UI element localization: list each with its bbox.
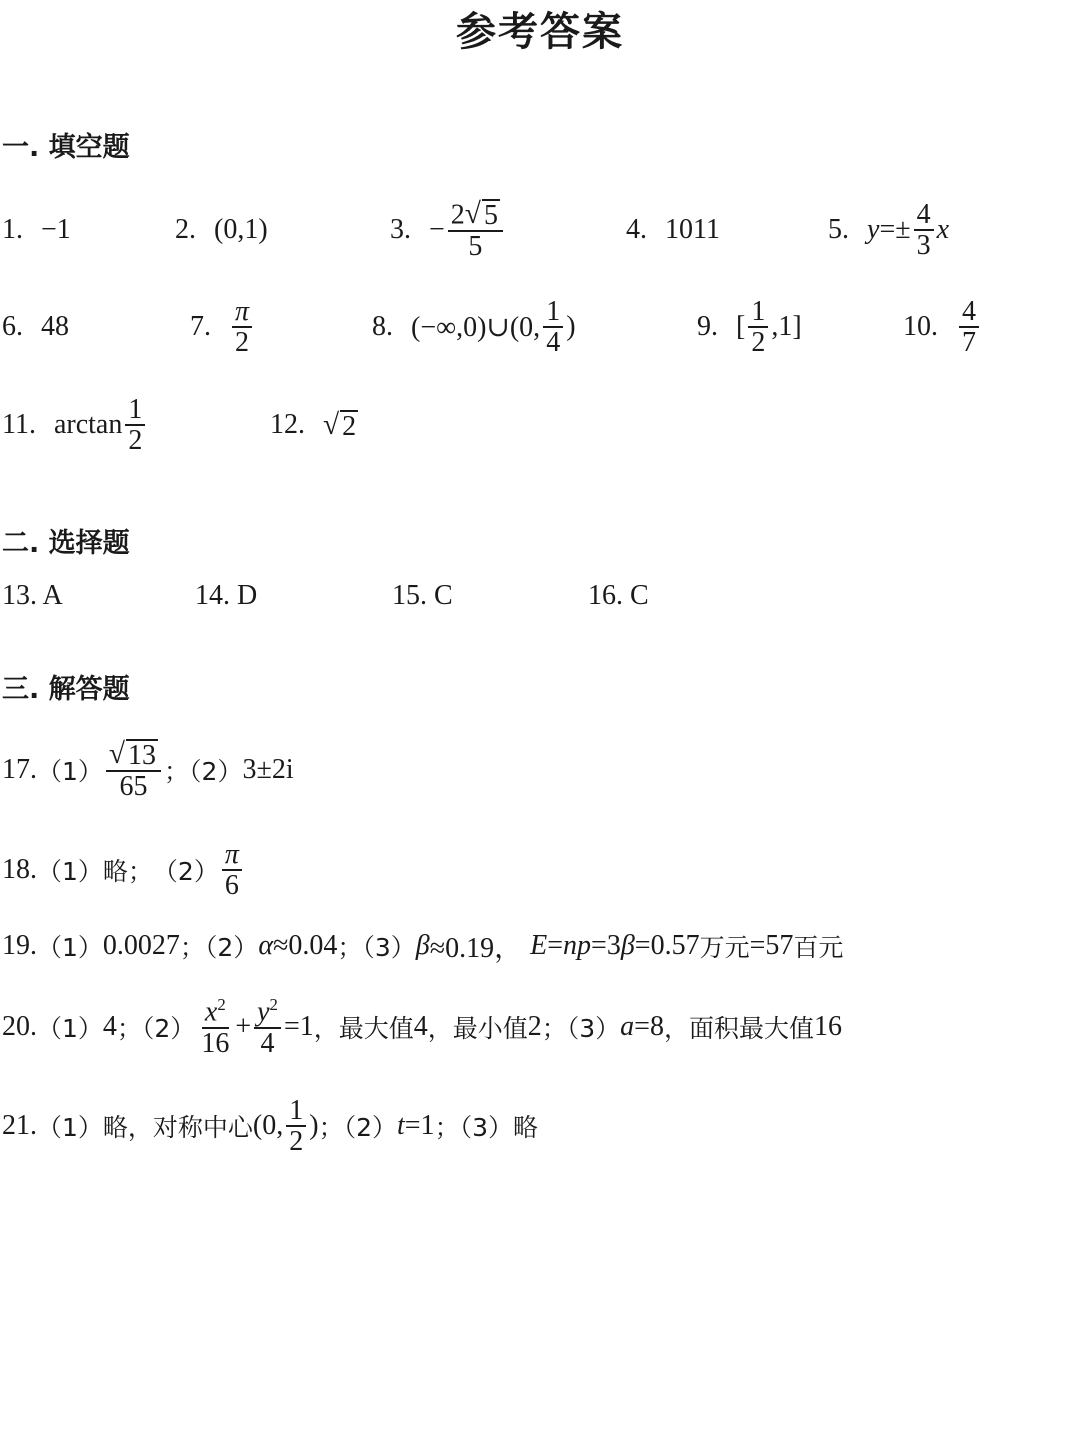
- question-20-content: [2, 987, 842, 1067]
- max-label: ，最大值: [313, 1014, 414, 1043]
- section-heading-fill: 一. 填空题: [2, 132, 130, 163]
- radical-sign-icon: √: [108, 738, 126, 771]
- part-2-label: ；（2）: [116, 1014, 196, 1043]
- t-value: =1: [404, 1110, 435, 1141]
- question-18: [0, 830, 1080, 910]
- symbol-t: t: [396, 1110, 405, 1141]
- part-1-label: （1）: [37, 757, 103, 786]
- fraction: [125, 395, 145, 456]
- part-2-label: ；（2）: [164, 757, 243, 786]
- question-number: 3.: [390, 214, 411, 245]
- symbol-np: np: [563, 930, 592, 961]
- part-3-label: ；（3）: [337, 933, 416, 962]
- section-heading-choice: 二. 选择题: [2, 528, 130, 559]
- fraction: [106, 739, 161, 802]
- unit-baiyuan: 百元: [793, 933, 844, 962]
- point-prefix: (0,: [252, 1110, 284, 1141]
- denominator: 65: [119, 771, 148, 802]
- symbol-E: E: [530, 930, 548, 961]
- symbol-beta: β: [620, 930, 635, 961]
- denominator: 16: [201, 1027, 230, 1059]
- interval-suffix: ): [566, 311, 576, 342]
- variable-x: x: [936, 214, 950, 245]
- symbol-a: a: [620, 1011, 635, 1042]
- denominator: 2: [751, 327, 766, 358]
- question-number: 4.: [626, 214, 647, 245]
- numerator: 1: [125, 395, 145, 426]
- equals-three: =3: [591, 930, 621, 961]
- question-4: [626, 190, 720, 270]
- area-label: ，面积最大值: [663, 1014, 814, 1043]
- denominator: 2: [235, 327, 250, 358]
- fraction: [448, 199, 503, 262]
- answer-2: ≈0.04: [273, 930, 338, 961]
- part-2-label: （2）: [152, 857, 219, 886]
- answer: −1: [41, 214, 71, 245]
- numerator: [106, 739, 161, 772]
- numerator: 1: [543, 297, 563, 328]
- answer-3: 略: [512, 1113, 538, 1142]
- max-value: 4: [413, 1011, 428, 1042]
- radicand: 13: [128, 739, 157, 771]
- question-21-content: [2, 1086, 538, 1166]
- question-number: 11.: [2, 409, 36, 440]
- denominator: 2: [289, 1126, 304, 1157]
- value-2: =57: [749, 930, 794, 961]
- question-5: [828, 190, 949, 270]
- question-number: 9.: [697, 311, 718, 342]
- question-1: [2, 190, 71, 270]
- fraction: [222, 840, 242, 901]
- part-1-label: （1）: [37, 1014, 103, 1043]
- point-suffix: ): [309, 1110, 319, 1141]
- part-1-label: （1）: [37, 1113, 103, 1142]
- answer: (0,1): [214, 214, 268, 245]
- part-2-label: ；（2）: [179, 933, 259, 962]
- question-number: 6.: [2, 311, 23, 342]
- denominator: 2: [128, 425, 143, 456]
- question-16: 16. C: [588, 580, 649, 611]
- answer: 48: [41, 311, 69, 342]
- fill-row-2: [0, 287, 1080, 367]
- numerator: 4: [914, 200, 934, 231]
- numerator: $y^2$: [254, 996, 281, 1029]
- denominator: 3: [916, 230, 931, 261]
- radical-sign-icon: √: [464, 198, 481, 231]
- square-root: [465, 199, 500, 230]
- area-value: 16: [813, 1011, 842, 1042]
- question-12: [270, 385, 358, 465]
- value-1: =0.57: [634, 930, 700, 961]
- part-3-label: ；（3）: [541, 1014, 621, 1043]
- equals: =: [547, 930, 564, 961]
- radicand: 2: [342, 411, 357, 443]
- variable-y: y: [867, 214, 880, 245]
- fill-row-1: [0, 190, 1080, 270]
- radical-sign-icon: √: [323, 408, 340, 441]
- answer-3: ≈0.19，: [429, 933, 523, 964]
- question-15: 15. C: [392, 580, 453, 611]
- interval-suffix: ,1]: [771, 311, 802, 342]
- interval-prefix: (−∞,0)∪(0,: [411, 312, 541, 343]
- equals-one: =1: [283, 1011, 314, 1042]
- question-number: 7.: [190, 311, 211, 342]
- equals-plus-minus: =±: [879, 214, 911, 245]
- answer-1: 0.0027: [102, 930, 180, 961]
- fraction-x: [198, 996, 232, 1058]
- unit-wanyuan: 万元: [699, 933, 750, 962]
- question-number: 12.: [270, 409, 305, 440]
- question-19: [0, 906, 1080, 986]
- interval-prefix: [: [736, 311, 746, 342]
- denominator: 7: [962, 327, 976, 358]
- min-label: ，最小值: [427, 1014, 528, 1043]
- question-11: [2, 385, 148, 465]
- question-3: [390, 190, 506, 270]
- numerator: [448, 199, 503, 232]
- question-number: 10.: [903, 311, 938, 342]
- question-number: 8.: [372, 311, 393, 342]
- question-number: 18.: [2, 854, 37, 885]
- answer-1: 略；: [102, 857, 153, 886]
- minus-sign: −: [429, 214, 445, 245]
- question-9: [697, 287, 802, 367]
- coefficient: 2: [450, 199, 465, 231]
- fill-row-3: [0, 385, 1080, 465]
- question-number: 2.: [175, 214, 196, 245]
- denominator: 5: [468, 231, 483, 262]
- fraction: [748, 297, 768, 358]
- question-8: [372, 287, 576, 367]
- numerator: 1: [748, 297, 768, 328]
- fraction-y: [254, 996, 281, 1058]
- fraction: [543, 297, 563, 358]
- min-value: 2: [527, 1011, 542, 1042]
- part-3-label: ；（3）: [434, 1113, 513, 1142]
- fraction: [286, 1096, 306, 1157]
- denominator: 4: [546, 327, 561, 358]
- question-number: 19.: [2, 930, 37, 961]
- part-1-label: （1）: [37, 933, 103, 962]
- question-20: [0, 987, 1080, 1067]
- fraction: [959, 297, 979, 358]
- question-number: 21.: [2, 1110, 37, 1141]
- square-root: [109, 739, 158, 770]
- question-17: [0, 730, 1080, 810]
- question-number: 17.: [2, 754, 37, 785]
- radicand: 5: [483, 199, 498, 231]
- question-13: 13. A: [2, 580, 63, 611]
- answer-2: 3±2i: [242, 754, 294, 785]
- question-number: 20.: [2, 1011, 37, 1042]
- numerator: 4: [959, 297, 979, 328]
- question-17-content: [2, 730, 294, 810]
- symbol-alpha: α: [258, 930, 274, 961]
- question-19-content: [2, 906, 843, 986]
- question-number: 5.: [828, 214, 849, 245]
- question-2: [175, 190, 268, 270]
- section-heading-solve: 三. 解答题: [2, 674, 130, 705]
- square-root: [323, 409, 358, 442]
- question-18-content: [2, 830, 245, 910]
- denominator: 4: [260, 1027, 275, 1059]
- fraction: [914, 200, 934, 261]
- question-21: [0, 1086, 1080, 1166]
- symbol-beta: β: [415, 930, 430, 961]
- numerator: $x^2$: [202, 996, 229, 1029]
- answer-1: 略，对称中心: [102, 1113, 253, 1142]
- part-1-label: （1）: [37, 857, 103, 886]
- denominator: 6: [224, 870, 239, 901]
- fraction: [232, 297, 252, 358]
- part-2-label: ；（2）: [318, 1113, 397, 1142]
- a-value: =8: [634, 1011, 664, 1042]
- numerator: π: [232, 297, 252, 328]
- answer-1: 4: [102, 1011, 117, 1042]
- question-14: 14. D: [195, 580, 258, 611]
- question-number: 1.: [2, 214, 23, 245]
- answer: 1011: [665, 214, 720, 245]
- function-name: arctan: [53, 409, 123, 440]
- question-7: [190, 287, 255, 367]
- plus: +: [235, 1011, 252, 1042]
- numerator: 1: [286, 1096, 306, 1127]
- page-title: 参考答案: [456, 9, 624, 55]
- question-6: [2, 287, 69, 367]
- question-10: [903, 287, 982, 367]
- numerator: π: [222, 840, 242, 871]
